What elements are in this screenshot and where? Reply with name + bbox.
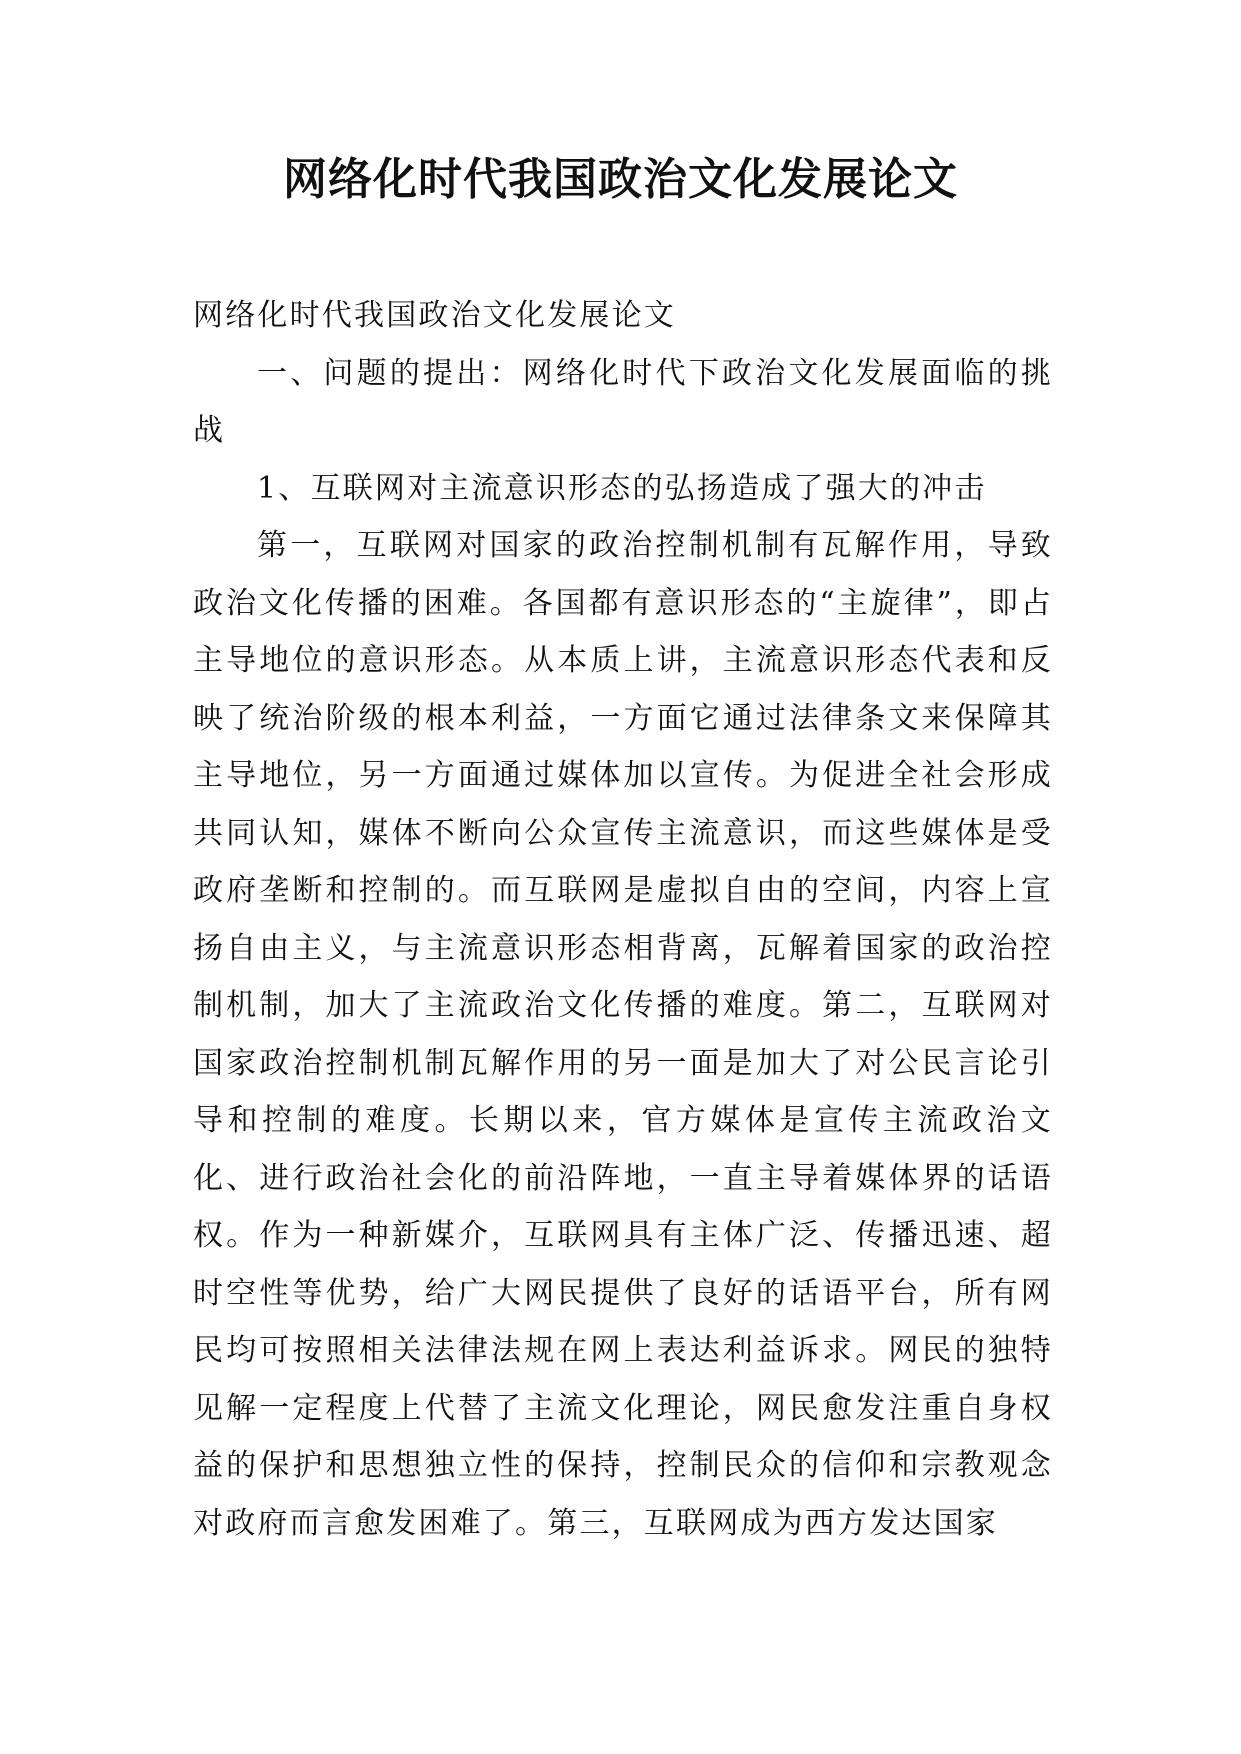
body-paragraph: 第一，互联网对国家的政治控制机制有瓦解作用，导致政治文化传播的困难。各国都有意识形态的“主旋律”，即占主导地位的意识形态。从本质上讲，主流意识形态代表和反映了统治阶级的根本利益，一方面它通过法律条文来保障其主导地位，另一方面通过媒体加以宣传。为促进全社会形成共同认知，媒体不断向公众宣传主流意识，而这些媒体是受政府垄断和控制的。而互联网是虚拟自由的空间，内容上宣扬自由主义，与主流意识形态相背离，瓦解着国家的政治控制机制，加大了主流政治文化传播的难度。第二，互联网对国家政治控制机制瓦解作用的另一面是加大了对公民言论引导和控制的难度。长期以来，官方媒体是宣传主流政治文化、进行政治社会化的前沿阵地，一直主导着媒体界的话语权。作为一种新媒介，互联网具有主体广泛、传播迅速、超时空性等优势，给广大网民提供了良好的话语平台，所有网民均可按照相关法律法规在网上表达利益诉求。网民的独特见解一定程度上代替了主流文化理论，网民愈发注重自身权益的保护和思想独立性的保持，控制民众的信仰和宗教观念对政府而言愈发困难了。第三，互联网成为西方发达国家 bbox=[193, 528, 1053, 1541]
section-heading: 一、问题的提出：网络化时代下政治文化发展面临的挑战 bbox=[193, 355, 1053, 448]
document-subtitle: 网络化时代我国政治文化发展论文 bbox=[193, 298, 676, 333]
subsection-heading: 1、互联网对主流意识形态的弘扬造成了强大的冲击 bbox=[257, 470, 987, 506]
document-title: 网络化时代我国政治文化发展论文 bbox=[283, 154, 958, 205]
document-body bbox=[193, 287, 1053, 1552]
